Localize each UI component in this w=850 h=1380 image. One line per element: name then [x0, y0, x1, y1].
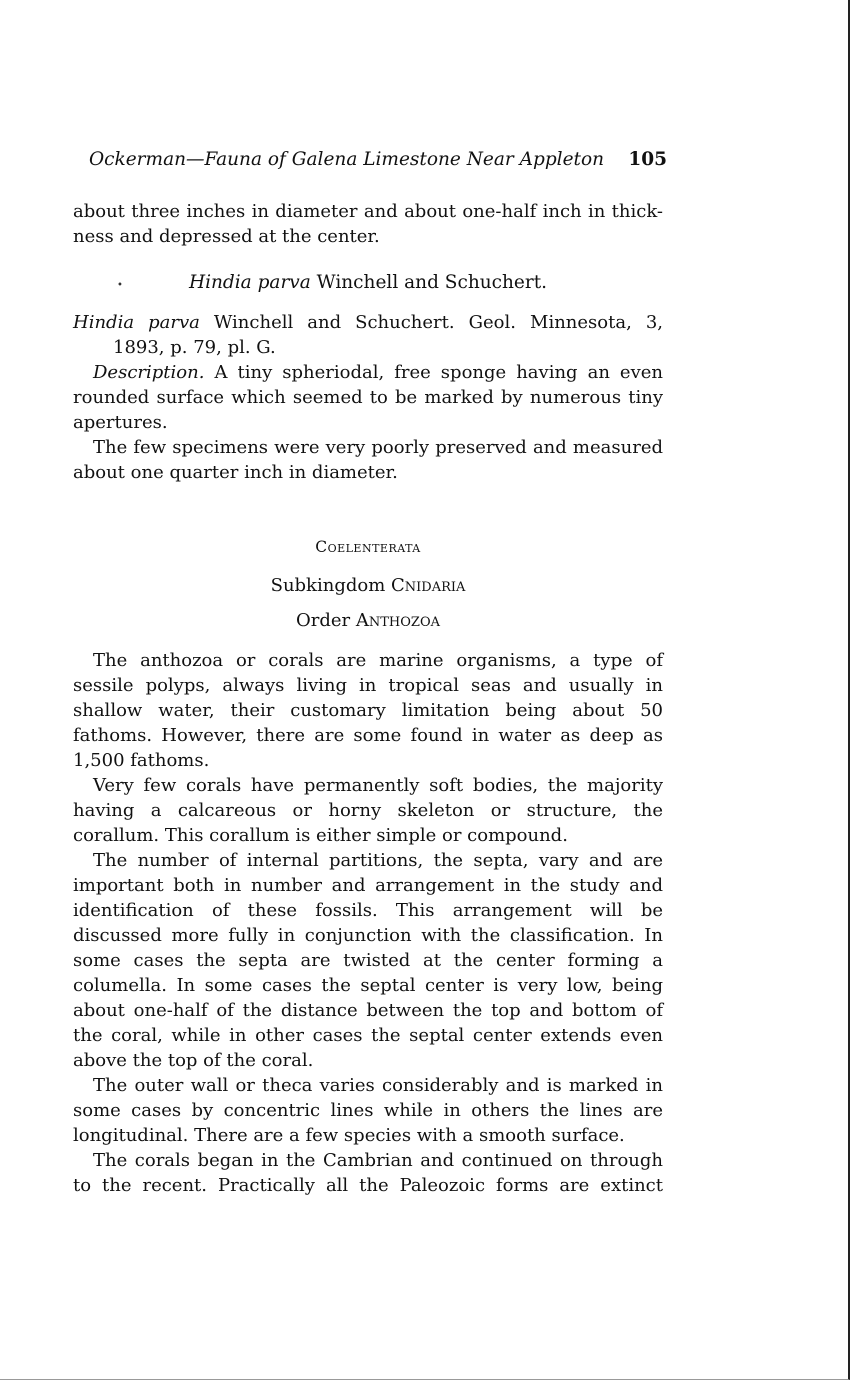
intro-paragraph: [73, 199, 663, 249]
subkingdom-name: Cnidaria: [390, 575, 466, 596]
running-header: [89, 148, 667, 172]
species-heading-authors: Winchell and Schuchert.: [310, 272, 548, 293]
paragraph-theca: The outer wall or theca varies considerably and is marked in some cases by concentric lines while in others the lines are longitudinal. There are a few species with a smooth surface.: [73, 1075, 663, 1146]
intro-line-2: ness and depressed at the center.: [73, 226, 380, 247]
paragraph-anthozoa: The anthozoa or corals are marine organisms, a type of sessile polyps, always living in tropical seas and usually in shallow water, their customary limitation being about 50 fathoms. However, there are some found in water as deep as 1,500 fathoms.: [73, 650, 663, 771]
order-name: Anthozoa: [355, 610, 440, 631]
margin-mark: •: [117, 280, 123, 291]
citation-line-2: 1893, p. 79, pl. G.: [113, 337, 276, 358]
description-text: A tiny spheriodal, free sponge having an even rounded surface which seemed to be marked by numerous tiny apertures.: [73, 362, 663, 433]
order-prefix: Order: [296, 610, 356, 631]
paragraph-cambrian: The corals began in the Cambrian and continued on through to the recent. Practically all the Paleozoic forms are extinct: [73, 1150, 663, 1196]
citation-rest: Winchell and Schuchert. Geol. Minnesota, 3,: [199, 312, 663, 333]
species-heading-name: Hindia parva: [188, 272, 311, 293]
paragraph-septa: The number of internal partitions, the septa, vary and are important both in number and arrangement in the study and identification of these fossils. This arrangement will be discussed more fully in conjunction with the classification. In some cases the septa are twisted at the center forming a columella. In some cases the septal center is very low, being about one-half of the distance between the top and bottom of the coral, while in other cases the septal center extends even above the top of the coral.: [73, 850, 663, 1071]
running-title: Ockerman—Fauna of Galena Limestone Near Appleton: [89, 149, 605, 170]
phylum-heading: Coelenterata: [315, 538, 421, 556]
citation-species-name: Hindia parva: [73, 312, 200, 333]
description-label: Description.: [93, 362, 205, 383]
subkingdom-heading: [73, 575, 663, 596]
paragraph-soft-bodies: Very few corals have permanently soft bodies, the majority having a calcareous or horny skeleton or structure, the corallum. This corallum is either simple or compound.: [73, 775, 663, 846]
species-heading: [73, 272, 663, 293]
citation-line-1: [73, 310, 663, 335]
specimens-paragraph: The few specimens were very poorly preserved and measured about one quarter inch in diameter.: [73, 437, 663, 483]
description-paragraph: [73, 360, 663, 435]
species-section: [73, 310, 663, 485]
body-text: [73, 648, 663, 1198]
subkingdom-prefix: Subkingdom: [270, 575, 391, 596]
intro-line-1: about three inches in diameter and about one-half inch in thick-: [73, 201, 663, 222]
page-number: 105: [628, 149, 667, 170]
order-heading: [73, 610, 663, 631]
